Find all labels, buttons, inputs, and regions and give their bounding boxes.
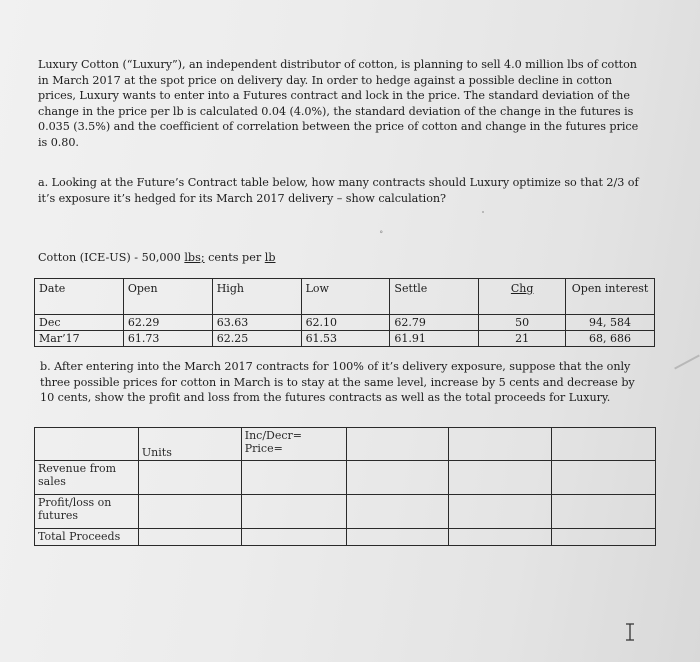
header-open: Open [123, 279, 212, 315]
intro-paragraph: Luxury Cotton (“Luxury”), an independent distributor of cotton, is planning to sell 4.0 million lbs of cotton in March 2017 at the spot price on delivery day. In order to hedge against a possible decline in cotton prices, Luxury wants to enter into a Futures contract and lock in the price. The standard deviation of the change in the price per lb is calculated 0.04 (4.0%), the standard deviation of the change in the futures is 0.035 (3.5%) and the coefficient of correlation between the price of cotton and change in the futures price is 0.80. [38, 58, 639, 149]
price-header [241, 428, 346, 461]
row-mar-high: 62.25 [212, 331, 301, 347]
row-label-total-proceeds: Total Proceeds [35, 529, 139, 546]
pl-cell [241, 495, 346, 529]
pl-cell [346, 495, 449, 529]
row-mar-low: 61.53 [301, 331, 390, 347]
pl-cell [449, 529, 552, 546]
pl-cell [449, 495, 552, 529]
units-header: Units [138, 428, 241, 461]
pl-cell [346, 461, 449, 495]
pl-header-cell-6 [552, 428, 656, 461]
pl-cell [346, 529, 449, 546]
pl-corner-cell [35, 428, 139, 461]
header-date: Date [35, 279, 124, 315]
header-low: Low [301, 279, 390, 315]
row-mar-chg: 21 [479, 331, 566, 347]
title-lb: lb [264, 251, 276, 264]
row-dec-open-interest: 94, 584 [566, 315, 655, 331]
pl-header-cell-4 [346, 428, 449, 461]
title-suffix: cents per [204, 251, 265, 264]
header-open-interest: Open interest [566, 279, 655, 315]
pl-cell [241, 529, 346, 546]
futures-contract-table [34, 278, 655, 347]
row-dec-date: Dec [35, 315, 124, 331]
question-b-paragraph: b. After entering into the March 2017 contracts for 100% of it’s delivery exposure, suppose that the only three possible prices for cotton in March is to stay at the same level, increase by 5 cents and decrease by 10 cents, show the profit and loss from the futures contracts as well as the total proceeds for Luxury. [40, 360, 635, 405]
row-mar-open-interest: 68, 686 [566, 331, 655, 347]
price-label: Price= [244, 442, 283, 455]
row-dec-high: 63.63 [212, 315, 301, 331]
title-lbs: lbs; [184, 251, 205, 264]
pl-cell [138, 529, 241, 546]
pl-cell [552, 495, 656, 529]
row-dec-open: 62.29 [123, 315, 212, 331]
pl-cell [138, 495, 241, 529]
pl-cell [138, 461, 241, 495]
row-mar-date: Mar’17 [35, 331, 124, 347]
row-dec-chg: 50 [479, 315, 566, 331]
pl-cell [552, 529, 656, 546]
pl-cell [552, 461, 656, 495]
row-dec-low: 62.10 [301, 315, 390, 331]
row-mar-settle: 61.91 [390, 331, 479, 347]
row-label-revenue: Revenue from sales [35, 461, 139, 495]
header-high: High [212, 279, 301, 315]
header-chg [479, 279, 566, 315]
futures-table-title [38, 251, 276, 264]
pl-cell [241, 461, 346, 495]
title-prefix: Cotton (ICE-US) - 50,000 [38, 251, 185, 264]
speck-mark [482, 211, 484, 213]
pl-header-cell-5 [449, 428, 552, 461]
pen-stroke-mark [674, 355, 700, 370]
question-a-paragraph: a. Looking at the Future’s Contract table below, how many contracts should Luxury optimize so that 2/3 of it’s exposure it’s hedged for its March 2017 delivery – show calculation? [38, 176, 639, 205]
row-mar-open: 61.73 [123, 331, 212, 347]
pl-cell [449, 461, 552, 495]
inc-decr-label: Inc/Decr= [244, 429, 303, 442]
header-chg-label: Chg [510, 282, 534, 295]
row-label-profit-loss: Profit/loss on futures [35, 495, 139, 529]
text-cursor-icon [624, 622, 636, 642]
row-dec-settle: 62.79 [390, 315, 479, 331]
header-settle: Settle [390, 279, 479, 315]
profit-loss-table [34, 427, 656, 546]
pen-speck-icon: ˚ [379, 232, 384, 242]
